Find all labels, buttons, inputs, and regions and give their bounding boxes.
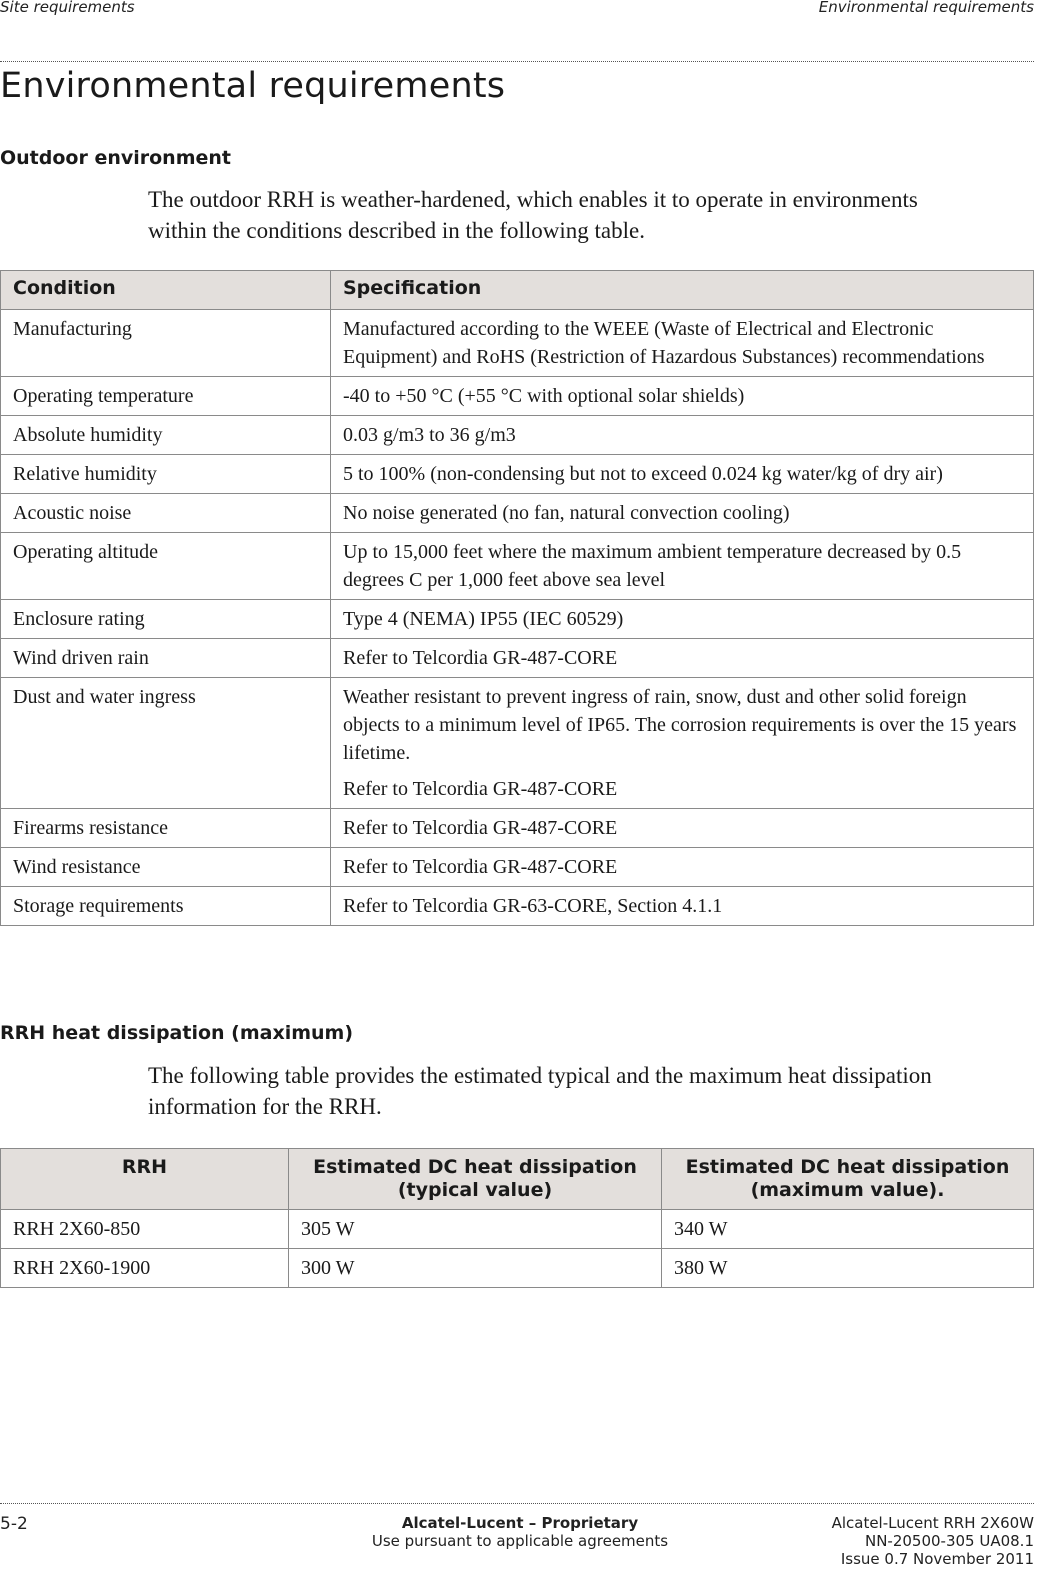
running-header-left: Site requirements (0, 0, 135, 16)
condition-cell: Acoustic noise (1, 494, 331, 533)
rrh-model-cell: RRH 2X60-1900 (1, 1249, 289, 1288)
table-row (1, 377, 1034, 416)
specification-cell (331, 455, 1034, 494)
specification-text: Manufactured according to the WEEE (Waste of Electrical and Electronic Equipment) and RoHS (Restriction of Hazardous Substances) recommendations (343, 318, 985, 368)
condition-cell: Manufacturing (1, 310, 331, 377)
table-row (1, 1210, 1034, 1249)
condition-cell: Wind resistance (1, 848, 331, 887)
specification-cell (331, 848, 1034, 887)
condition-cell: Dust and water ingress (1, 678, 331, 809)
specification-cell (331, 887, 1034, 926)
specification-text: Refer to Telcordia GR-487-CORE (343, 856, 618, 878)
condition-cell: Operating altitude (1, 533, 331, 600)
footer-proprietary: Alcatel-Lucent – Proprietary (401, 1514, 639, 1532)
table-row (1, 455, 1034, 494)
column-header-maximum (662, 1149, 1034, 1210)
footer-product: Alcatel-Lucent RRH 2X60W (831, 1514, 1034, 1532)
page-title: Environmental requirements (0, 66, 506, 106)
condition-cell: Firearms resistance (1, 809, 331, 848)
specification-cell (331, 678, 1034, 809)
specification-text: No noise generated (no fan, natural convection cooling) (343, 502, 790, 524)
environment-table (0, 270, 1034, 926)
table-row (1, 310, 1034, 377)
specification-cell (331, 310, 1034, 377)
specification-text: 5 to 100% (non-condensing but not to exceed 0.024 kg water/kg of dry air) (343, 463, 943, 485)
specification-text: Up to 15,000 feet where the maximum ambient temperature decreased by 0.5 degrees C per 1,000 feet above sea level (343, 541, 962, 591)
footer-usage-note: Use pursuant to applicable agreements (371, 1532, 669, 1550)
specification-text: Weather resistant to prevent ingress of rain, snow, dust and other solid foreign objects to a minimum level of IP65. The corrosion requirements is over the 15 years lifetime. (343, 686, 1017, 764)
specification-text: Refer to Telcordia GR-487-CORE (343, 778, 618, 800)
specification-text: Refer to Telcordia GR-63-CORE, Section 4.1.1 (343, 895, 723, 917)
outdoor-intro (148, 184, 1008, 246)
footer-doc-number: NN-20500-305 UA08.1 (864, 1532, 1034, 1550)
table-row (1, 494, 1034, 533)
specification-cell (331, 533, 1034, 600)
environment-table-body (1, 310, 1034, 926)
maximum-value-cell: 340 W (662, 1210, 1034, 1249)
footer-divider (0, 1503, 1034, 1504)
specification-text: Refer to Telcordia GR-487-CORE (343, 817, 618, 839)
specification-text: Type 4 (NEMA) IP55 (IEC 60529) (343, 608, 624, 630)
column-header-condition: Condition (1, 271, 331, 310)
condition-cell: Operating temperature (1, 377, 331, 416)
column-header-typical-line1: Estimated DC heat dissipation (313, 1156, 637, 1178)
column-header-typical (289, 1149, 662, 1210)
table-row (1, 600, 1034, 639)
table-row (1, 848, 1034, 887)
table-header-row (1, 271, 1034, 310)
table-row (1, 639, 1034, 678)
footer-document-info (832, 1514, 1034, 1568)
table-row (1, 416, 1034, 455)
heat-dissipation-table (0, 1148, 1034, 1288)
specification-cell (331, 416, 1034, 455)
heat-table-body (1, 1210, 1034, 1288)
condition-cell: Storage requirements (1, 887, 331, 926)
rrh-model-cell: RRH 2X60-850 (1, 1210, 289, 1249)
heat-intro-line1: The following table provides the estimated typical and the maximum heat dissipation (148, 1063, 932, 1088)
condition-cell: Absolute humidity (1, 416, 331, 455)
table-row (1, 809, 1034, 848)
table-header-row (1, 1149, 1034, 1210)
heat-intro (148, 1060, 1008, 1122)
heat-intro-line2: information for the RRH. (148, 1094, 382, 1119)
footer-issue: Issue 0.7 November 2011 (840, 1550, 1034, 1568)
header-divider (0, 61, 1034, 62)
specification-cell (331, 494, 1034, 533)
specification-cell (331, 377, 1034, 416)
table-row (1, 887, 1034, 926)
condition-cell: Enclosure rating (1, 600, 331, 639)
typical-value-cell: 300 W (289, 1249, 662, 1288)
specification-cell (331, 600, 1034, 639)
condition-cell: Relative humidity (1, 455, 331, 494)
footer-center (350, 1514, 690, 1550)
table-row (1, 1249, 1034, 1288)
condition-cell: Wind driven rain (1, 639, 331, 678)
column-header-specification: Specification (331, 271, 1034, 310)
table-row (1, 678, 1034, 809)
column-header-maximum-line2: (maximum value). (750, 1179, 945, 1201)
section-heading-heat: RRH heat dissipation (maximum) (0, 1022, 354, 1044)
specification-text: 0.03 g/m3 to 36 g/m3 (343, 424, 516, 446)
page-number: 5-2 (0, 1514, 28, 1534)
table-row (1, 533, 1034, 600)
page-footer (0, 1514, 1034, 1592)
column-header-maximum-line1: Estimated DC heat dissipation (685, 1156, 1010, 1178)
section-heading-outdoor: Outdoor environment (0, 147, 232, 169)
typical-value-cell: 305 W (289, 1210, 662, 1249)
column-header-typical-line2: (typical value) (397, 1179, 553, 1201)
maximum-value-cell: 380 W (662, 1249, 1034, 1288)
outdoor-intro-line2: within the conditions described in the following table. (148, 218, 645, 243)
specification-cell (331, 639, 1034, 678)
outdoor-intro-line1: The outdoor RRH is weather-hardened, which enables it to operate in environments (148, 187, 918, 212)
column-header-rrh-label: RRH (121, 1156, 168, 1178)
specification-text: -40 to +50 °C (+55 °C with optional solar shields) (343, 385, 745, 407)
running-header (0, 0, 1034, 22)
running-header-right: Environmental requirements (818, 0, 1034, 16)
specification-text: Refer to Telcordia GR-487-CORE (343, 647, 618, 669)
column-header-rrh (1, 1149, 289, 1210)
specification-cell (331, 809, 1034, 848)
